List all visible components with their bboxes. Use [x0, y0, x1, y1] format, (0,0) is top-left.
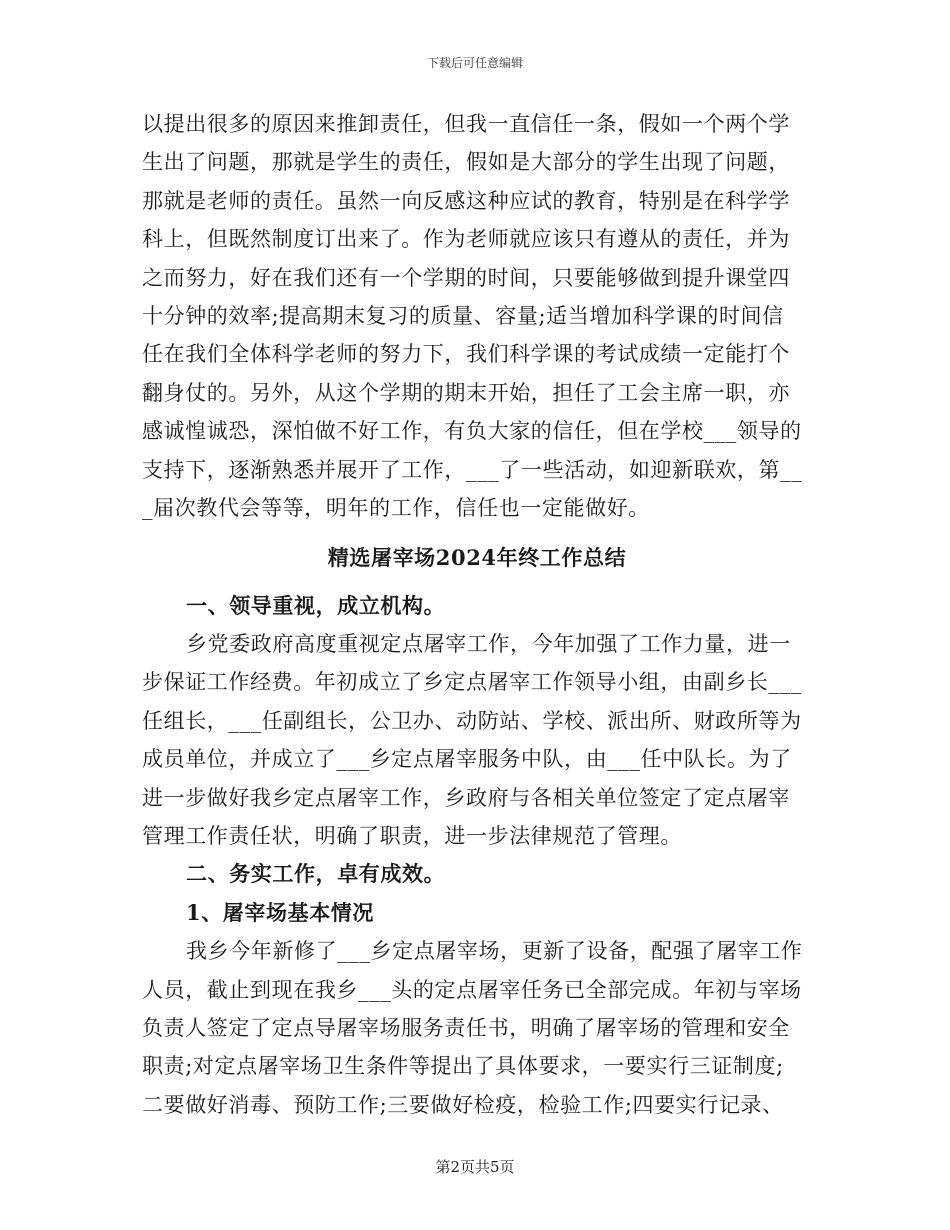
- paragraph-line: 生出了问题，那就是学生的责任，假如是大部分的学生出现了问题，: [142, 150, 790, 175]
- page-footer: 第2页共5页: [435, 1158, 515, 1176]
- paragraph-1: [142, 105, 812, 527]
- paragraph-line: 我乡今年新修了___乡定点屠宰场，更新了设备，配强了屠宰工作: [186, 939, 803, 964]
- paragraph-line: 二要做好消毒、预防工作;三要做好检疫，检验工作;四要实行记录、: [142, 1092, 784, 1117]
- subsection-heading: 1、屠宰场基本情况: [186, 899, 375, 925]
- document-body: [142, 105, 812, 1124]
- paragraph-line: 成员单位，并成立了___乡定点屠宰服务中队，由___任中队长。为了: [142, 747, 792, 772]
- paragraph-line: 管理工作责任状，明确了职责，进一步法律规范了管理。: [142, 824, 682, 849]
- paragraph-line: 乡党委政府高度重视定点屠宰工作，今年加强了工作力量，进一: [186, 632, 791, 657]
- paragraph-line: 翻身仗的。另外，从这个学期的期末开始，担任了工会主席一职，亦: [142, 380, 790, 405]
- paragraph-line: 感诚惶诚恐，深怕做不好工作，有负大家的信任，但在学校___领导的: [142, 419, 802, 444]
- paragraph-line: 进一步做好我乡定点屠宰工作，乡政府与各相关单位签定了定点屠宰: [142, 785, 790, 810]
- paragraph-line: 任在我们全体科学老师的努力下，我们科学课的考试成绩一定能打个: [142, 342, 790, 367]
- section-1: [142, 587, 812, 856]
- paragraph-line: 以提出很多的原因来推卸责任，但我一直信任一条，假如一个两个学: [142, 112, 790, 136]
- paragraph-line: 那就是老师的责任。虽然一向反感这种应试的教育，特别是在科学学: [142, 188, 790, 213]
- section-2: [142, 855, 812, 1124]
- paragraph-line: 负责人签定了定点导屠宰场服务责任书，明确了屠宰场的管理和安全: [142, 1015, 790, 1040]
- paragraph-line: 十分钟的效率;提高期末复习的质量、容量;适当增加科学课的时间信: [142, 303, 784, 328]
- paragraph-line: 支持下，逐渐熟悉并展开了工作，___了一些活动，如迎新联欢，第__: [142, 457, 803, 482]
- paragraph-line: 之而努力，好在我们还有一个学期的时间，只要能够做到提升课堂四: [142, 265, 790, 290]
- paragraph-line: 步保证工作经费。年初成立了乡定点屠宰工作领导小组，由副乡长___: [142, 670, 802, 695]
- paragraph-line: 科上，但既然制度订出来了。作为老师就应该只有遵从的责任，并为: [142, 227, 790, 252]
- paragraph-line: 职责;对定点屠宰场卫生条件等提出了具体要求，一要实行三证制度;: [142, 1054, 784, 1079]
- section-heading: 二、务实工作，卓有成效。: [186, 861, 446, 887]
- paragraph-line: _届次教代会等等，明年的工作，信任也一定能做好。: [142, 495, 650, 520]
- page-header: 下载后可任意编辑: [426, 56, 523, 70]
- document-title: 精选屠宰场2024年终工作总结: [327, 545, 627, 571]
- paragraph-line: 人员，截止到现在我乡___头的定点屠宰任务已全部完成。年初与宰场: [142, 977, 802, 1002]
- section-heading: 一、领导重视，成立机构。: [186, 592, 446, 618]
- paragraph-line: 任组长，___任副组长，公卫办、动防站、学校、派出所、财政所等为: [142, 708, 802, 733]
